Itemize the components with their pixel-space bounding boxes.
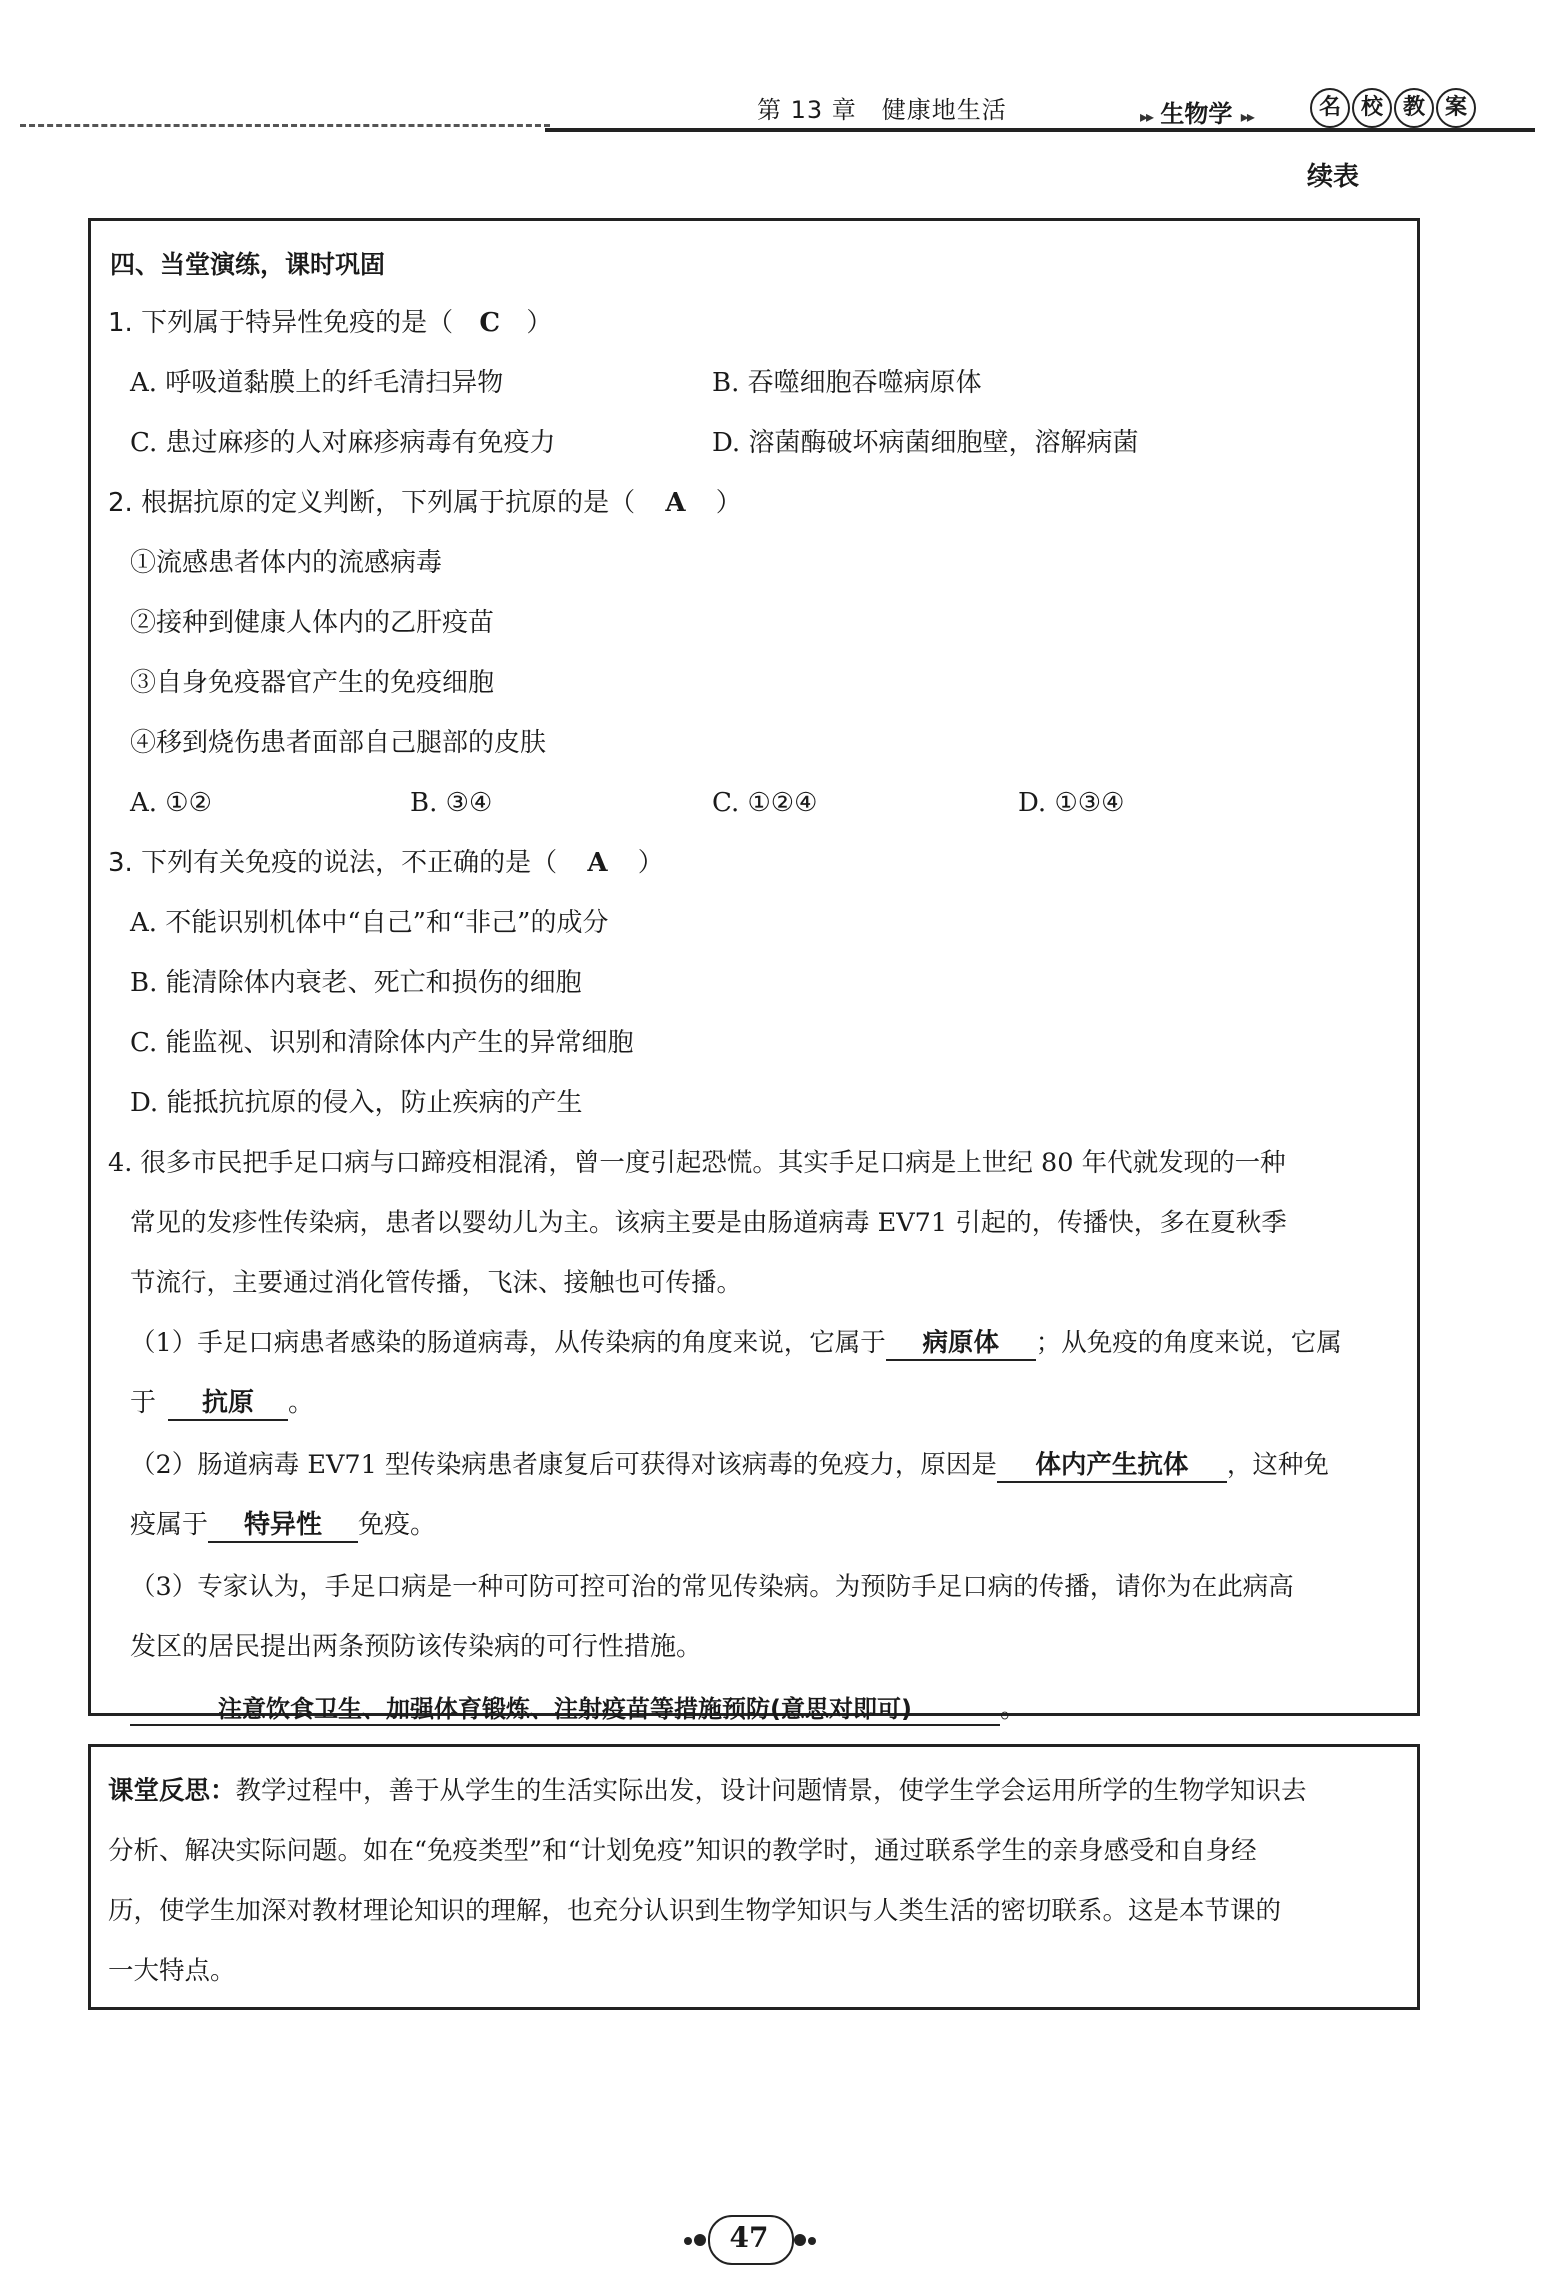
answer-blank: 体内产生抗体 — [997, 1450, 1227, 1483]
brand-char: 校 — [1352, 88, 1392, 128]
question-4-intro-line: 常见的发疹性传染病，患者以婴幼儿为主。该病主要是由肠道病毒 EV71 引起的，传播快，多在夏秋季 — [130, 1208, 1287, 1238]
dot-icon — [794, 2234, 806, 2246]
sub-question-3-cont: 发区的居民提出两条预防该传染病的可行性措施。 — [130, 1632, 703, 1662]
reflection-label: 课堂反思： — [108, 1776, 236, 1806]
sub-question-2-cont — [130, 1510, 436, 1543]
question-2 — [108, 488, 742, 519]
double-chevron-icon: ▸▸ — [1240, 107, 1253, 126]
sub-question-text: ；从免疫的角度来说，它属 — [1035, 1328, 1342, 1358]
option-d: D. 溶菌酶破坏病菌细胞壁，溶解病菌 — [712, 428, 1139, 458]
list-item: ②接种到健康人体内的乙肝疫苗 — [130, 608, 495, 638]
option-c: C. ①②④ — [712, 788, 818, 818]
answer: A — [587, 848, 608, 878]
brand-logo — [1310, 88, 1476, 128]
option-b: B. 能清除体内衰老、死亡和损伤的细胞 — [130, 968, 582, 998]
sub-question-text: 。 — [1000, 1694, 1027, 1724]
option-b: B. ③④ — [410, 788, 493, 818]
reflection-line — [108, 1776, 1307, 1807]
sub-question-text: 免疫。 — [358, 1510, 437, 1540]
brand-char: 案 — [1436, 88, 1476, 128]
question-close: ） — [526, 308, 553, 338]
option-a: A. 不能识别机体中“自己”和“非己”的成分 — [130, 908, 609, 938]
header-dashed-rule — [20, 124, 550, 127]
option-a: A. ①② — [130, 788, 212, 818]
reflection-line: 历，使学生加深对教材理论知识的理解，也充分认识到生物学知识与人类生活的密切联系。这是本节课的 — [108, 1896, 1282, 1926]
sub-question-text: 。 — [288, 1388, 315, 1418]
sub-question-1-cont — [130, 1388, 314, 1421]
continued-label: 续表 — [1307, 162, 1360, 192]
option-a: A. 呼吸道黏膜上的纤毛清扫异物 — [130, 368, 504, 398]
reflection-line: 分析、解决实际问题。如在“免疫类型”和“计划免疫”知识的教学时，通过联系学生的亲身感受和自身经 — [108, 1836, 1257, 1866]
brand-char: 教 — [1394, 88, 1434, 128]
option-c: C. 能监视、识别和清除体内产生的异常细胞 — [130, 1028, 634, 1058]
sub-question-2 — [130, 1450, 1329, 1483]
list-item: ④移到烧伤患者面部自己腿部的皮肤 — [130, 728, 547, 758]
question-4-intro-line: 节流行，主要通过消化管传播，飞沫、接触也可传播。 — [130, 1268, 743, 1298]
question-3 — [108, 848, 664, 879]
brand-char: 名 — [1310, 88, 1350, 128]
dot-icon — [694, 2234, 706, 2246]
chapter-title: 第 13 章 健康地生活 — [757, 96, 1007, 124]
dot-icon — [808, 2237, 816, 2245]
option-b: B. 吞噬细胞吞噬病原体 — [712, 368, 982, 398]
option-c: C. 患过麻疹的人对麻疹病毒有免疫力 — [130, 428, 556, 458]
header-rule — [545, 128, 1535, 132]
page-number-badge — [684, 2215, 814, 2261]
question-4-intro-line: 4. 很多市民把手足口病与口蹄疫相混淆，曾一度引起恐慌。其实手足口病是上世纪 80 年代就发现的一种 — [108, 1148, 1286, 1178]
sub-question-text: ，这种免 — [1226, 1450, 1329, 1480]
sub-question-text: 于 — [130, 1388, 157, 1418]
dot-icon — [684, 2237, 692, 2245]
section-title: 四、当堂演练，课时巩固 — [110, 250, 386, 279]
double-chevron-icon: ▸▸ — [1140, 107, 1153, 126]
question-stem: 2. 根据抗原的定义判断，下列属于抗原的是（ — [108, 488, 636, 518]
sub-question-text: 疫属于 — [130, 1510, 209, 1540]
answer: A — [665, 488, 686, 518]
subject-label — [1140, 94, 1253, 129]
question-stem: 1. 下列属于特异性免疫的是（ — [108, 308, 454, 338]
sub-question-3-answer — [130, 1694, 1026, 1726]
subject-text: 生物学 — [1160, 100, 1233, 128]
sub-question-3: （3）专家认为，手足口病是一种可防可控可治的常见传染病。为预防手足口病的传播，请你为在此病高 — [130, 1572, 1294, 1602]
question-1 — [108, 308, 552, 339]
question-stem: 3. 下列有关免疫的说法，不正确的是（ — [108, 848, 558, 878]
sub-question-text: （2）肠道病毒 EV71 型传染病患者康复后可获得对该病毒的免疫力，原因是 — [130, 1450, 997, 1480]
answer-blank: 病原体 — [886, 1328, 1036, 1361]
answer-blank: 抗原 — [168, 1388, 288, 1421]
question-close: ） — [715, 488, 742, 518]
answer: C — [479, 308, 501, 338]
sub-question-1 — [130, 1328, 1342, 1361]
list-item: ③自身免疫器官产生的免疫细胞 — [130, 668, 495, 698]
list-item: ①流感患者体内的流感病毒 — [130, 548, 443, 578]
option-d: D. ①③④ — [1018, 788, 1125, 818]
sub-question-text: （1）手足口病患者感染的肠道病毒，从传染病的角度来说，它属于 — [130, 1328, 886, 1358]
reflection-line: 一大特点。 — [108, 1956, 236, 1986]
reflection-text: 教学过程中，善于从学生的生活实际出发，设计问题情景，使学生学会运用所学的生物学知识去 — [235, 1776, 1307, 1806]
page-number: 47 — [729, 2221, 769, 2254]
question-close: ） — [637, 848, 664, 878]
answer-blank: 特异性 — [208, 1510, 358, 1543]
option-d: D. 能抵抗抗原的侵入，防止疾病的产生 — [130, 1088, 583, 1118]
answer-blank: 注意饮食卫生、加强体育锻炼、注射疫苗等措施预防(意思对即可) — [130, 1695, 1000, 1726]
